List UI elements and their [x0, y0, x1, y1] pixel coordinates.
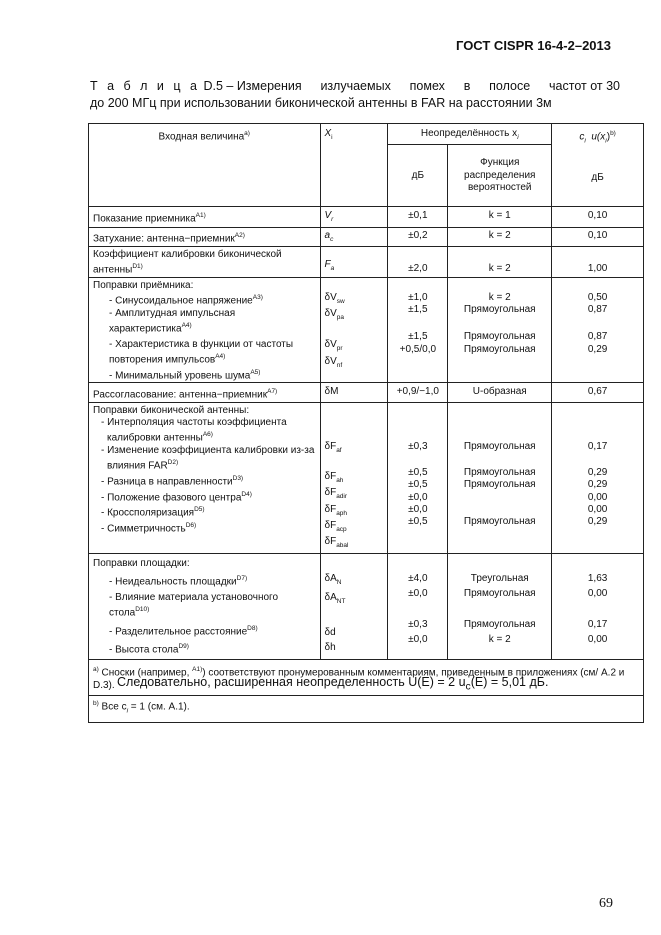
- page-number: 69: [599, 896, 613, 911]
- col-header-db: дБ: [388, 145, 448, 207]
- table-row: Рассогласование: антенна−приемник$^{А7)}$ δM +0,9/−1,0 U-образная 0,67: [89, 383, 644, 403]
- table-footnote-row: $^{b)}$ Все $c_i = 1$ (см. А.1).: [89, 696, 644, 723]
- col-header-ci: $c_i$ $u(x_i)^{b)}$ дБ: [552, 124, 644, 207]
- table-group-row: Поправки приёмника: - Синусоидальное напряжение$^{А3)}$ - Амплитудная импульсная характеристика$^{А4)}$ - Характеристика в функции от частоты повторения импульсов$^{А4)}$ - Минимальный уровень шума$^{А5)}$ $\delta V_{sw}$ $\delta V_{pa}$ $\delta V_{pr}$ $\delta V_{nf}$ ±1,0 ±1,5 ±1,5 +0,5/0,0 k = 2 Прямоугольная Прямоугольная Прямоугольная 0,50 0,87 0,87 0,29: [89, 277, 644, 382]
- caption-label: Т а б л и ц а: [90, 79, 200, 93]
- col-header-distribution: Функция распределения вероятностей: [448, 145, 552, 207]
- uncertainty-table: [88, 123, 644, 723]
- caption-line-1: Т а б л и ц а D.5 – Измерения излучаемых помех в полосе частот от 30: [90, 79, 620, 93]
- caption-line-2: до 200 МГц при использовании биконической антенны в FAR на расстоянии 3м: [90, 96, 552, 110]
- conclusion-text: Следовательно, расширенная неопределенность U(E) = 2 $u_c(E) = 5,01$ дБ.: [117, 675, 549, 693]
- table-row: Затухание: антенна−приемник$^{А2)}$ $a_c$ ±0,2 k = 2 0,10: [89, 227, 644, 246]
- table-row: Коэффициент калибровки биконической антенны$^{D1)}$ $F_a$ ±2,0 k = 2 1,00: [89, 246, 644, 277]
- table-header-row: [89, 124, 644, 145]
- table-caption: [90, 78, 620, 112]
- col-header-xi: $X_i$: [320, 124, 388, 207]
- table-footnote-row: $^{а)}$ Сноски (например, $^{А1)}$) соответствуют пронумерованным комментариям, приведенным в приложениях (см/ А.2 и D.3).: [89, 659, 644, 695]
- col-header-uncertainty: Неопределённость $x_i$: [388, 124, 552, 145]
- document-id: ГОСТ CISPR 16-4-2–2013: [456, 38, 611, 53]
- table-group-row: Поправки биконической антенны: - Интерполяция частоты коэффициента калибровки антенны$^{А6)}$ - Изменение коэффициента калибровки из-за влияния $FAR^{D2)}$ - Разница в направленности$^{D3)}$ - Положение фазового центра$^{D4)}$ - Кроссполяризация$^{D5)}$ - Симметричность$^{D6)}$ $\delta F_{af}$ $\delta F_{ah}$ $\delta F_{adir}$ $\delta F_{aph}$ $\delta F_{acp}$ $\delta F_{abal}$ ±0,3 ±0,5 ±0,5 ±0,0 ±0,0 ±0,5 Прямоугольная Прямоугольная Прямоугольная Прямоугольная 0,17 0,29 0,29 0,00 0,00 0,29: [89, 402, 644, 553]
- table-row: Показание приемника$^{А1)}$ $V_r$ ±0,1 k = 1 0,10: [89, 207, 644, 227]
- col-header-input: Входная величина$^{а)}$: [89, 124, 321, 207]
- table-group-row: Поправки площадки: - Неидеальность площадки$^{D7)}$ - Влияние материала установочного стола$^{D10)}$ - Разделительное расстояние$^{D8)}$ - Высота стола$^{D9)}$ $\delta A_N$ $\delta A_{NT}$ δd δh ±4,0 ±0,0 ±0,3 ±0,0 Треугольная Прямоугольная Прямоугольная k = 2 1,63 0,00 0,17 0,00: [89, 553, 644, 659]
